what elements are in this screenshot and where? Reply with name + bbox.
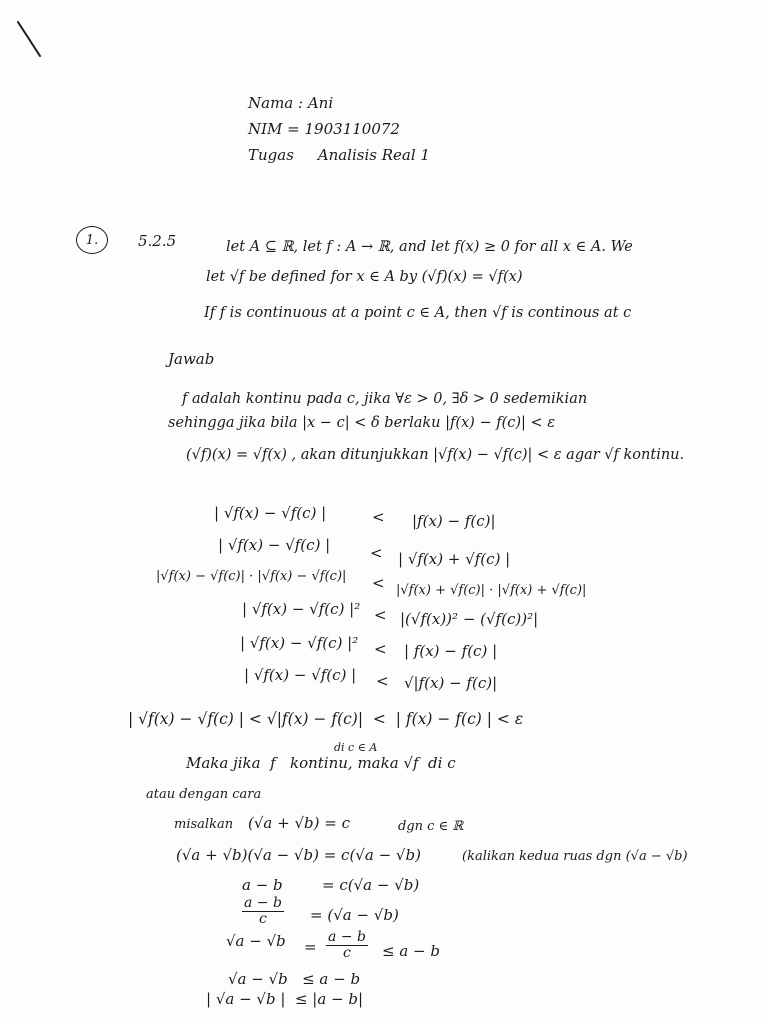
alternative-intro: atau dengan cara [146,787,262,802]
problem-line-3: If f is continuous at a point c ∈ A, then √f is continous at c [204,305,632,321]
tugas-line: Tugas Analisis Real 1 [248,146,430,164]
derivation-lhs: | √f(x) − √f(c) | [214,504,327,522]
alternative-inequality: √a − √b ≤ a − b [228,970,361,988]
alternative-rhs: = (√a − √b) [310,906,399,924]
alternative-inequality: | √a − √b | ≤ |a − b| [206,990,364,1008]
problem-line-2: let √f be defined for x ∈ A by (√f)(x) = √f(x) [206,269,523,285]
problem-number: 1. [76,226,108,254]
derivation-rhs: |(√f(x))² − (√f(c))²| [400,610,539,628]
derivation-relation: < [374,640,387,658]
fraction [242,896,284,928]
derivation-rhs: √|f(x) − f(c)| [404,674,498,692]
conclusion-note: di c ∈ A [334,741,378,754]
fraction-denominator: c [259,911,267,928]
answer-paragraph-2: sehingga jika bila |x − c| < δ berlaku |f(x) − f(c)| < ε [168,415,556,431]
conclusion-line: | √f(x) − √f(c) | < √|f(x) − f(c)| < | f(x) − f(c) | < ε [128,710,524,728]
alternative-rhs: ≤ a − b [382,942,440,960]
conclusion-statement: Maka jika f kontinu, maka √f di c [186,754,456,772]
derivation-lhs: | √f(x) − √f(c) |² [242,600,361,618]
name-line: Nama : Ani [248,94,334,112]
derivation-rhs: |√f(x) + √f(c)| · |√f(x) + √f(c)| [396,583,587,598]
alternative-lhs: a − b [242,876,283,894]
fraction-numerator: a − b [244,895,282,911]
derivation-relation: < [372,574,385,592]
answer-label: Jawab [168,350,215,368]
derivation-lhs: | √f(x) − √f(c) | [218,536,331,554]
derivation-rhs: | f(x) − f(c) | [404,642,498,660]
alternative-equation: (√a + √b)(√a − √b) = c(√a − √b) [176,846,421,864]
derivation-lhs: | √f(x) − √f(c) | [244,666,357,684]
problem-line-1: let A ⊆ ℝ, let f : A → ℝ, and let f(x) ≥ 0 for all x ∈ A. We [226,239,633,255]
fraction [326,930,368,962]
derivation-relation: < [372,508,385,526]
alternative-rhs: = c(√a − √b) [322,876,420,894]
alternative-note: (kalikan kedua ruas dgn (√a − √b) [462,849,688,864]
answer-paragraph-1: f adalah kontinu pada c, jika ∀ε > 0, ∃δ > 0 sedemikian [182,391,588,407]
derivation-relation: < [370,544,383,562]
fraction-numerator: a − b [328,929,366,945]
fraction-denominator: c [343,945,351,962]
derivation-relation: < [374,606,387,624]
answer-paragraph-3: (√f)(x) = √f(x) , akan ditunjukkan |√f(x) − √f(c)| < ε agar √f kontinu. [186,447,685,463]
derivation-lhs: | √f(x) − √f(c) |² [240,634,359,652]
derivation-rhs: |f(x) − f(c)| [412,512,496,530]
alternative-equals: = [304,938,317,956]
nim-line: NIM = 1903110072 [248,120,400,138]
alternative-equation: (√a + √b) = c [248,814,350,832]
alternative-lhs: √a − √b [226,932,286,950]
derivation-rhs: | √f(x) + √f(c) | [398,550,511,568]
alternative-label: misalkan [174,817,234,832]
derivation-relation: < [376,672,389,690]
derivation-lhs: |√f(x) − √f(c)| · |√f(x) − √f(c)| [156,569,347,584]
pen-stroke-mark [14,18,44,60]
section-number: 5.2.5 [138,232,177,250]
alternative-condition: dgn c ∈ ℝ [398,819,464,834]
